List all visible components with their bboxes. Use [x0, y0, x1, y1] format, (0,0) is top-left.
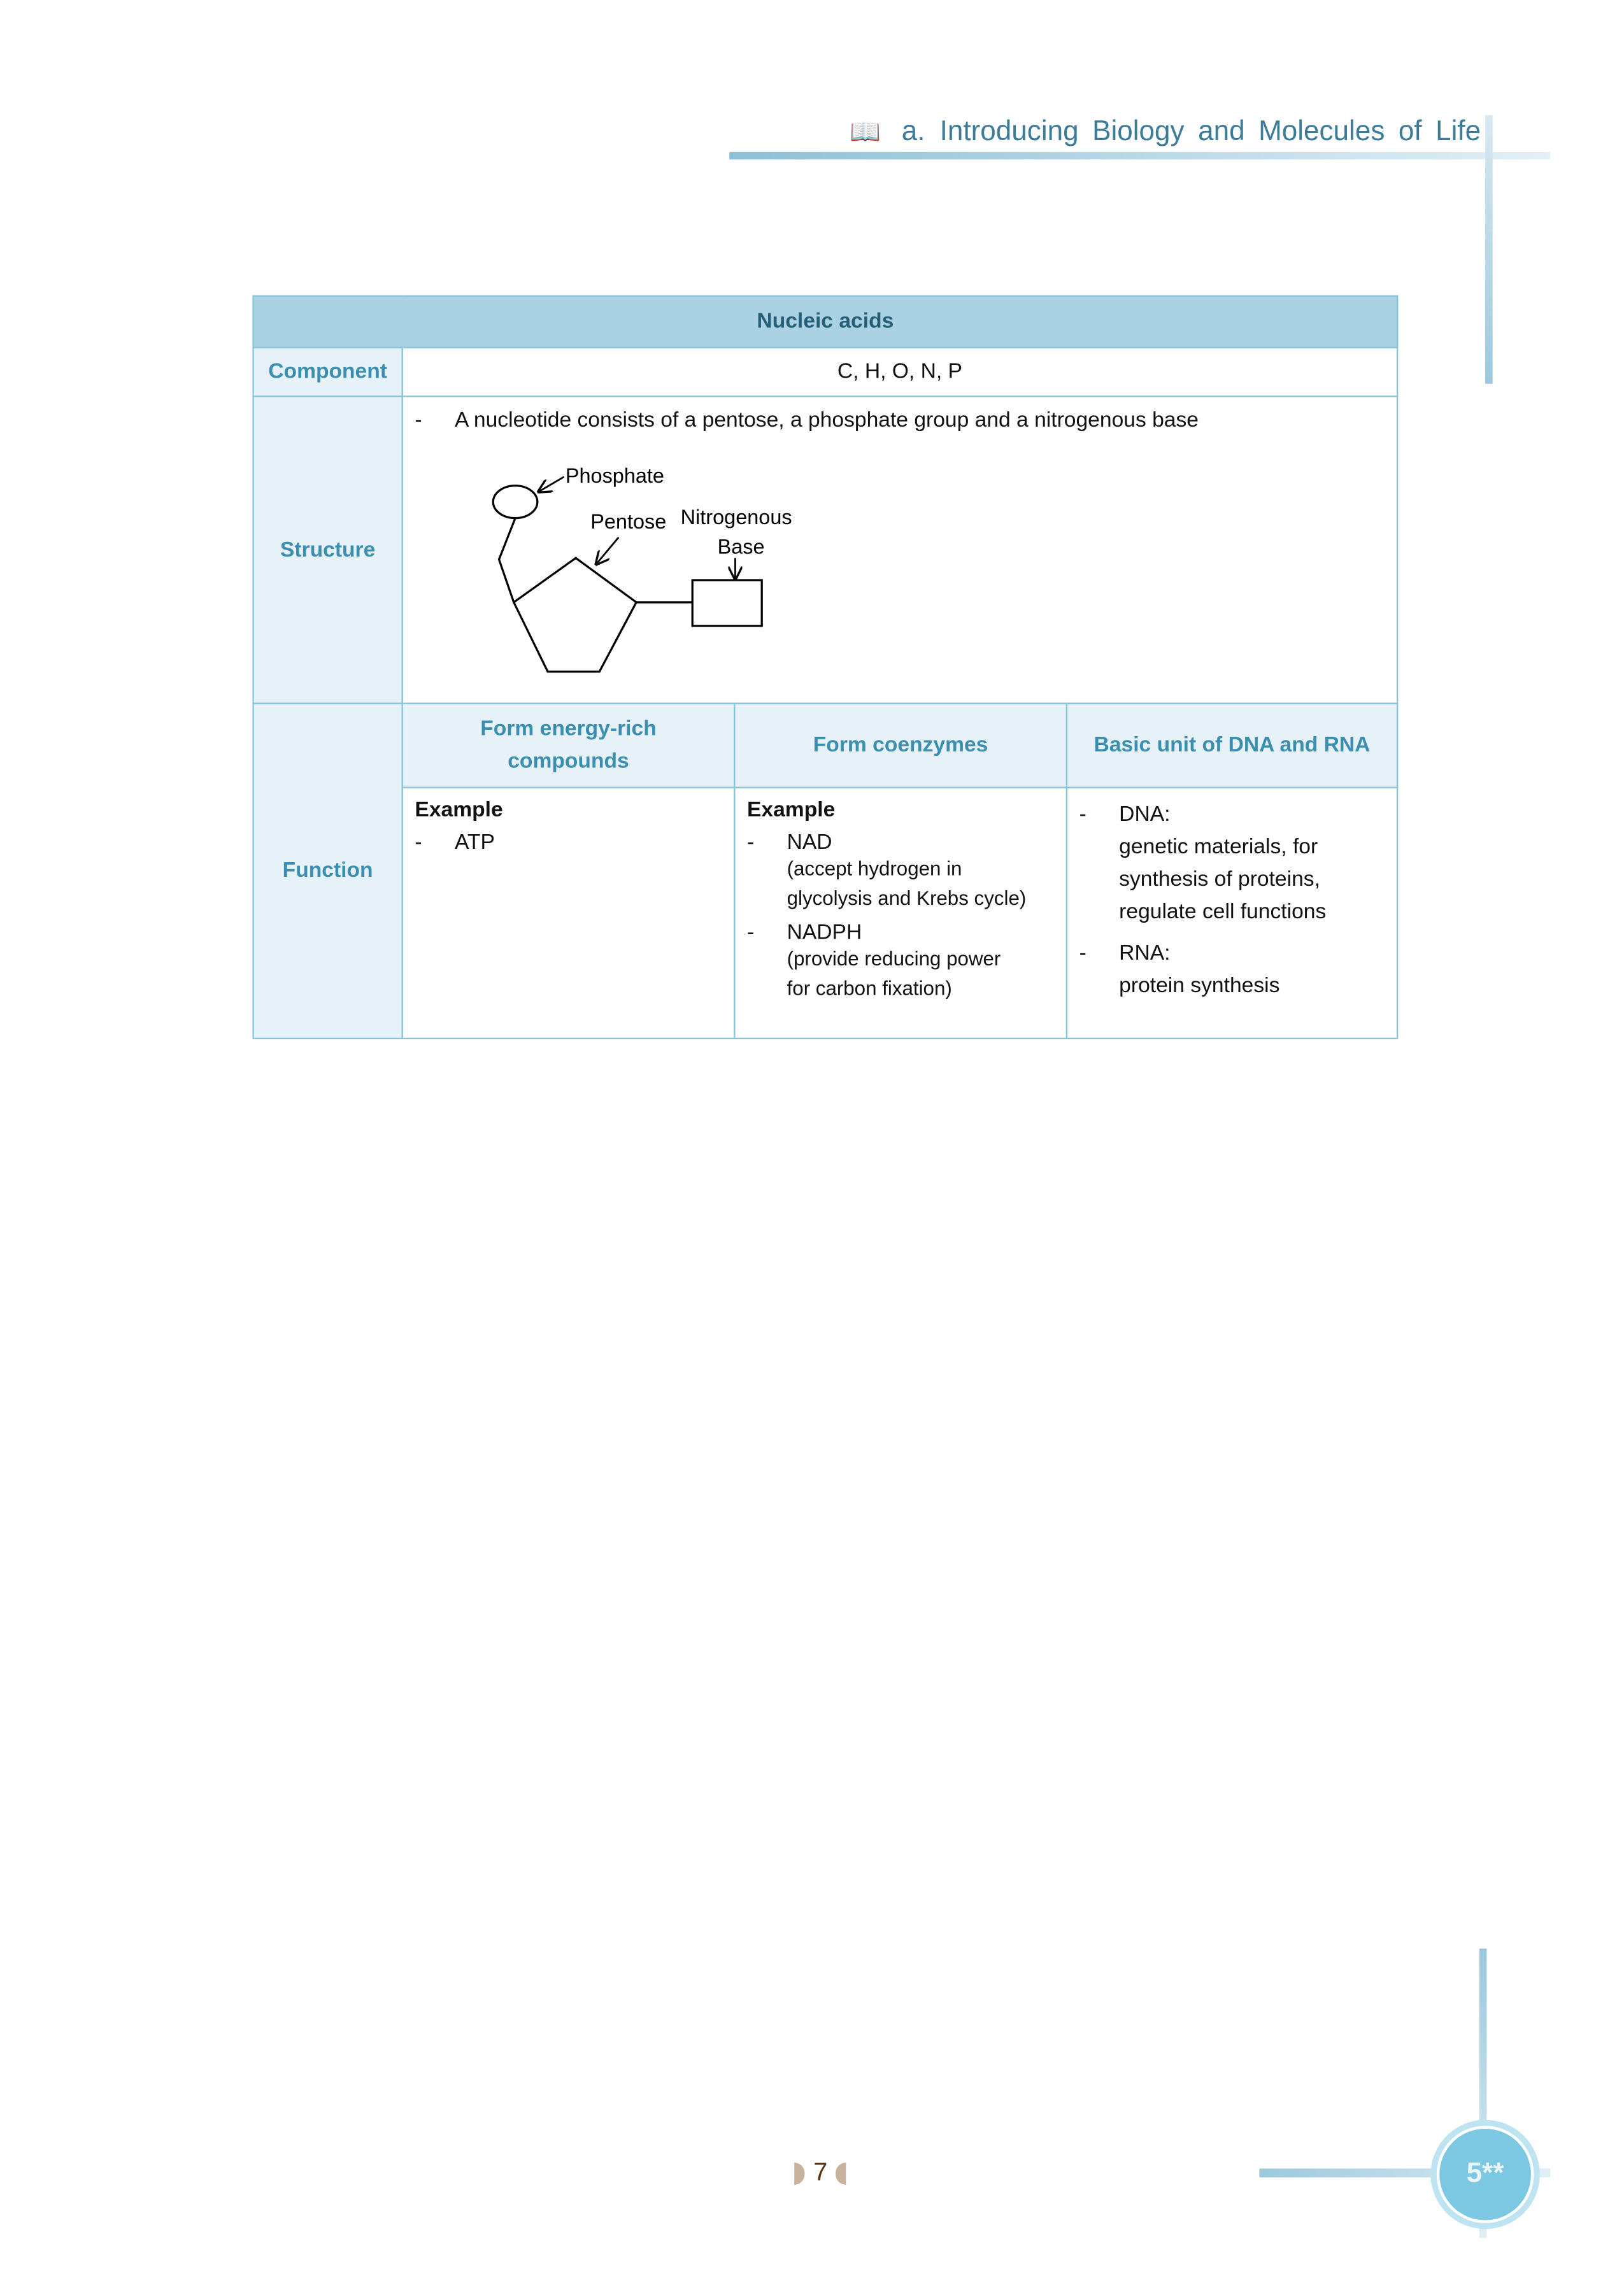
coenzymes-cell: Example - NAD (accept hydrogen in glycolysis and Krebs cycle) - NADPH (provide reducing power for carbon fixation)	[734, 788, 1067, 1039]
left-bracket-decoration	[794, 2162, 804, 2184]
chapter-title: Introducing Biology and Molecules of Life	[939, 117, 1481, 148]
right-bracket-decoration	[836, 2162, 846, 2184]
phosphate-shape	[493, 486, 538, 518]
function-label: Function	[253, 704, 402, 1039]
nucleotide-diagram	[446, 430, 888, 681]
dna-rna-cell	[1067, 788, 1397, 1039]
function-heading-dna-rna: Basic unit of DNA and RNA	[1067, 704, 1397, 788]
chapter-number: a.	[901, 117, 925, 148]
structure-bullet: - A nucleotide consists of a pentose, a phosphate group and a nitrogenous base	[415, 409, 1199, 433]
pentose-label: Pentose	[590, 509, 667, 533]
nucleic-acids-table	[252, 295, 1398, 1039]
list-item: - NADPH (provide reducing power for carbon fixation)	[746, 921, 1001, 1000]
phosphate-label: Phosphate	[565, 464, 664, 488]
list-item: - NAD (accept hydrogen in glycolysis and Krebs cycle)	[746, 831, 1027, 909]
list-item: - DNA: genetic materials, for synthesis of proteins, regulate cell functions	[1079, 803, 1327, 925]
base-label-line1: Nitrogenous	[680, 505, 792, 529]
header-vertical-rule	[1485, 115, 1493, 384]
base-label-line2: Base	[717, 535, 765, 558]
level-badge: 5**	[1437, 2126, 1534, 2223]
book-icon: 📖	[850, 118, 881, 146]
table-title: Nucleic acids	[253, 296, 1398, 348]
structure-label: Structure	[253, 396, 402, 703]
function-heading-coenzymes: Form coenzymes	[734, 704, 1067, 788]
energy-cell: Example - ATP	[402, 788, 735, 1039]
function-heading-energy: Form energy-rich compounds	[402, 704, 735, 788]
pentose-shape	[514, 558, 636, 671]
page-number: 7	[794, 2158, 846, 2187]
component-label: Component	[253, 348, 402, 396]
base-shape	[692, 580, 762, 626]
chapter-header	[850, 117, 1481, 149]
list-item: - ATP	[415, 831, 495, 855]
header-rule	[729, 152, 1550, 160]
structure-cell	[402, 396, 1397, 703]
component-value: C, H, O, N, P	[402, 348, 1397, 396]
list-item: - RNA: protein synthesis	[1079, 941, 1280, 998]
